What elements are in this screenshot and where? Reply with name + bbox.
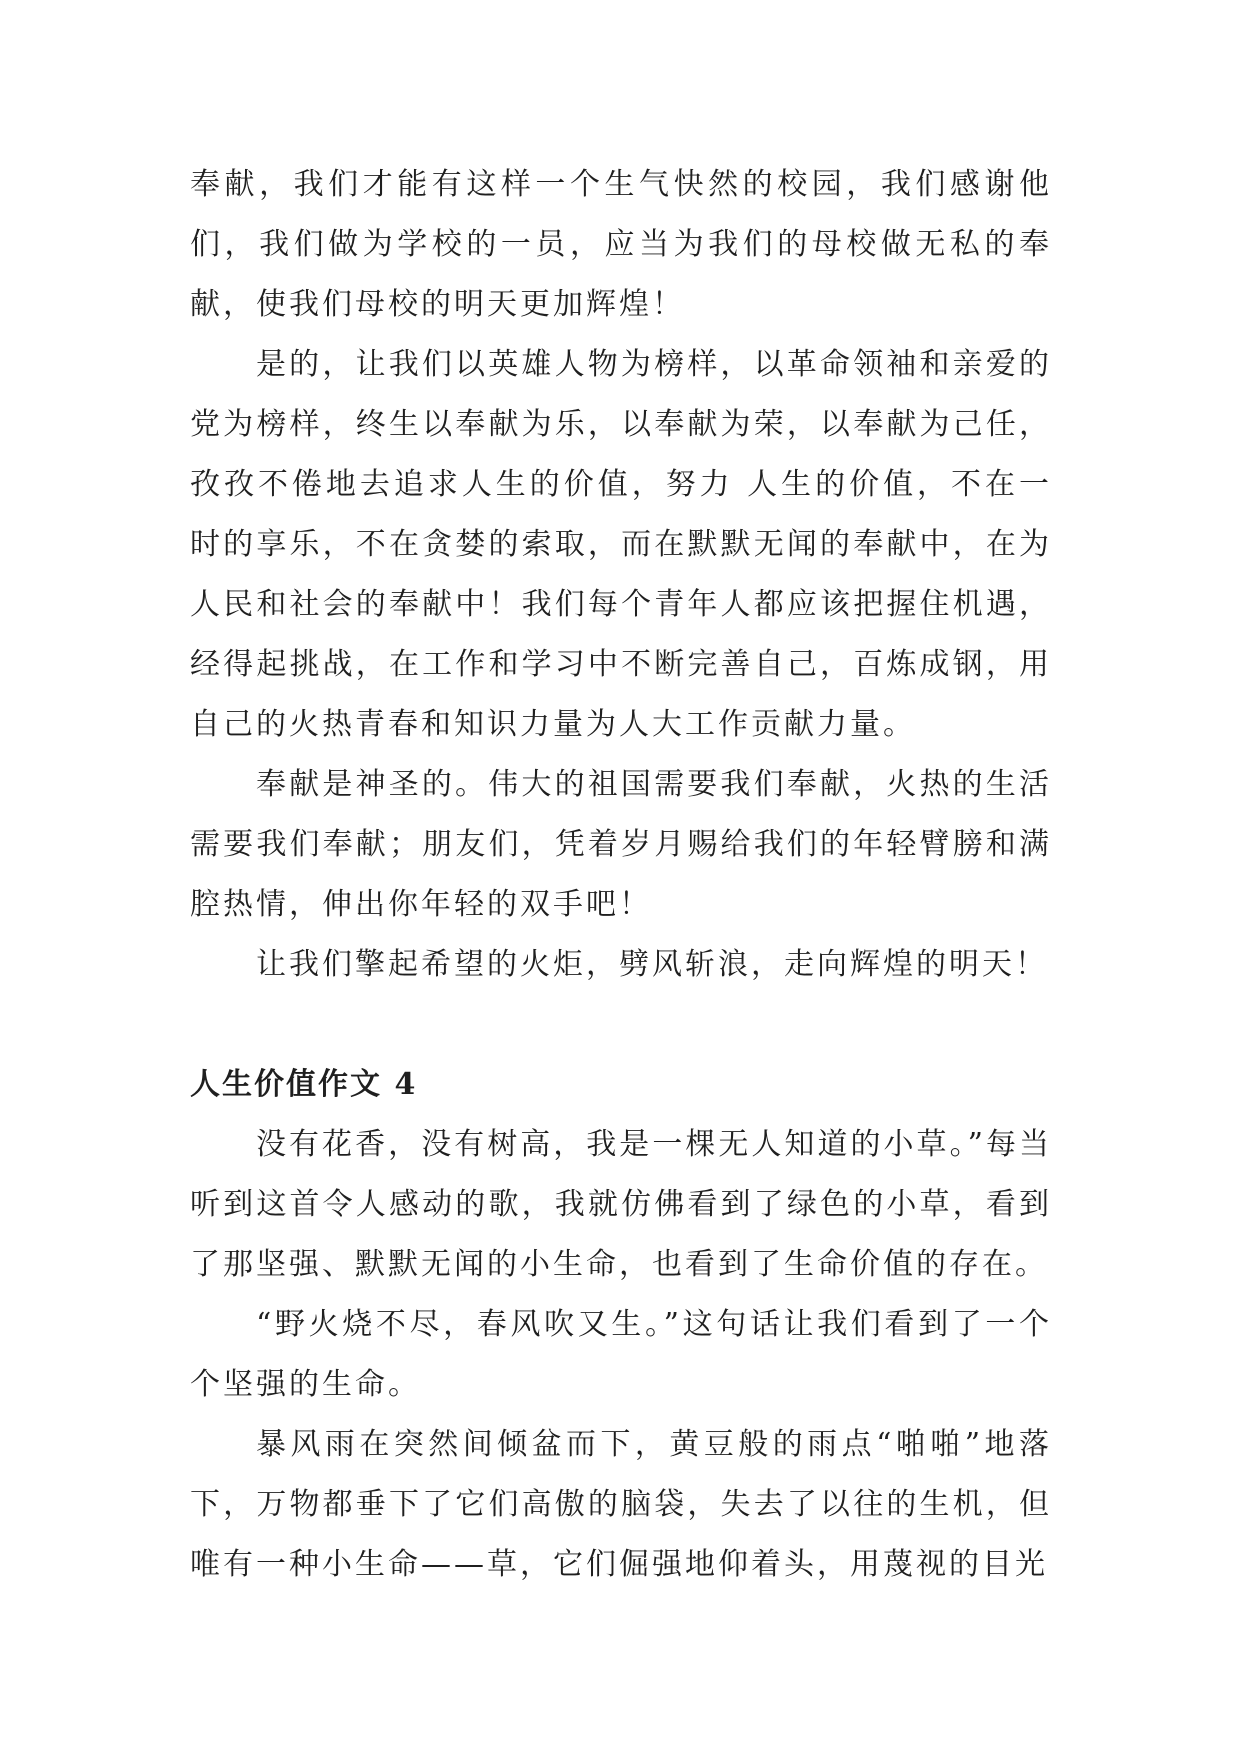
paragraph-5: 没有花香，没有树高，我是一棵无人知道的小草。”每当听到这首令人感动的歌，我就仿佛看到了绿色的小草，看到了那坚强、默默无闻的小生命，也看到了生命价值的存在。	[190, 1127, 1052, 1282]
paragraph-4: 让我们擎起希望的火炬，劈风斩浪，走向辉煌的明天！	[256, 947, 1048, 982]
paragraph-7: 暴风雨在突然间倾盆而下，黄豆般的雨点“啪啪”地落下，万物都垂下了它们高傲的脑袋，失去了以往的生机，但唯有一种小生命——草，它们倔强地仰着头，用蔑视的目光	[190, 1427, 1052, 1582]
paragraph-3: 奉献是神圣的。伟大的祖国需要我们奉献，火热的生活需要我们奉献；朋友们，凭着岁月赐给我们的年轻臂膀和满腔热情，伸出你年轻的双手吧！	[190, 767, 1052, 922]
paragraph-6: “野火烧不尽，春风吹又生。”这句话让我们看到了一个个坚强的生命。	[190, 1307, 1052, 1402]
document-body	[190, 155, 1052, 1595]
section-heading: 人生价值作文 4	[190, 1067, 418, 1102]
paragraph-1: 奉献，我们才能有这样一个生气快然的校园，我们感谢他们，我们做为学校的一员，应当为我们的母校做无私的奉献，使我们母校的明天更加辉煌！	[190, 167, 1052, 322]
paragraph-2: 是的，让我们以英雄人物为榜样，以革命领袖和亲爱的党为榜样，终生以奉献为乐，以奉献为荣，以奉献为己任，孜孜不倦地去追求人生的价值，努力 人生的价值，不在一时的享乐，不在贪婪的索取，而在默默无闻的奉献中，在为人民和社会的奉献中！我们每个青年人都应该把握住机遇，经得起挑战，在工作和学习中不断完善自己，百炼成钢，用自己的火热青春和知识力量为人大工作贡献力量。	[190, 347, 1052, 742]
